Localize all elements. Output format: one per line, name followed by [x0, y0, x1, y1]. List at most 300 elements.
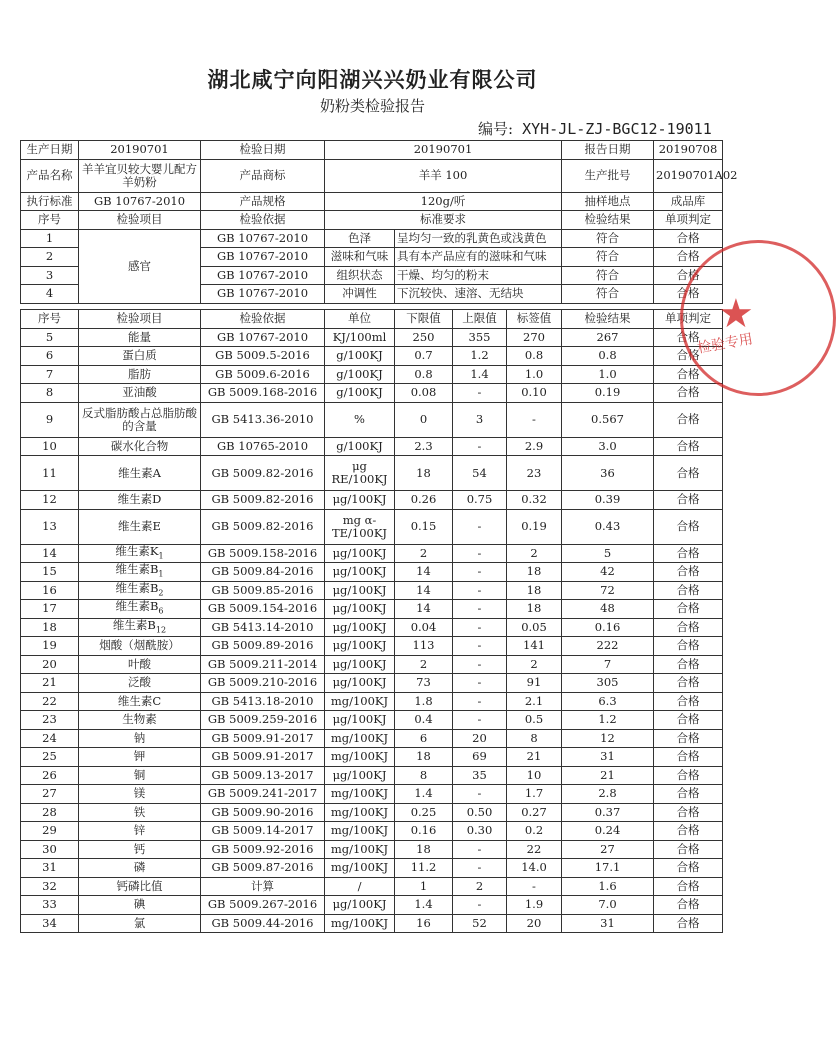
basis-cell: GB 5009.82-2016	[201, 456, 325, 491]
upper-cell: -	[453, 581, 507, 600]
nutrient-row	[21, 692, 723, 711]
seq-cell: 34	[21, 914, 79, 933]
unit-cell: μg/100KJ	[325, 600, 395, 619]
result-cell: 305	[562, 674, 654, 693]
item-cell	[79, 618, 201, 637]
lower-cell: 11.2	[395, 859, 453, 878]
item-cell	[79, 766, 201, 785]
item-name: 碘	[133, 897, 146, 912]
lower-cell: 1.8	[395, 692, 453, 711]
result-cell: 0.39	[562, 491, 654, 510]
item-cell	[79, 692, 201, 711]
item-name: 蛋白质	[122, 348, 157, 363]
basis-cell: GB 10767-2010	[201, 266, 325, 285]
basis-cell: GB 5009.259-2016	[201, 711, 325, 730]
result-cell: 5	[562, 544, 654, 563]
upper-cell: 2	[453, 877, 507, 896]
header-cell: 检验结果	[562, 310, 654, 329]
item-name: 维生素E	[118, 519, 161, 533]
upper-cell: 1.2	[453, 347, 507, 366]
attr-cell: 组织状态	[325, 266, 395, 285]
item-name: 镁	[133, 786, 146, 801]
item-cell	[79, 347, 201, 366]
result-cell: 3.0	[562, 437, 654, 456]
lower-cell: 0.26	[395, 491, 453, 510]
header-cell: 检验项目	[79, 310, 201, 329]
basis-cell: GB 10767-2010	[201, 285, 325, 304]
item-name: 磷	[133, 860, 146, 875]
requirement-cell: 具有本产品应有的滋味和气味	[395, 248, 562, 267]
item-name: 铜	[133, 767, 146, 782]
verdict-cell: 合格	[654, 544, 723, 563]
verdict-cell: 合格	[654, 896, 723, 915]
unit-cell: mg/100KJ	[325, 785, 395, 804]
item-cell	[79, 637, 201, 656]
item-cell	[79, 600, 201, 619]
item-name: 泛酸	[128, 675, 151, 690]
result-cell: 符合	[562, 248, 654, 267]
verdict-cell: 合格	[654, 563, 723, 582]
seq-cell: 29	[21, 822, 79, 841]
header-cell: 序号	[21, 211, 79, 230]
seq-cell: 3	[21, 266, 79, 285]
upper-cell: 20	[453, 729, 507, 748]
basis-cell: GB 5009.211-2014	[201, 655, 325, 674]
item-cell	[79, 896, 201, 915]
verdict-cell: 合格	[654, 600, 723, 619]
nutrient-table	[20, 309, 723, 933]
value: 120g/听	[325, 192, 562, 211]
result-cell: 1.2	[562, 711, 654, 730]
lower-cell: 16	[395, 914, 453, 933]
result-cell: 48	[562, 600, 654, 619]
result-cell: 6.3	[562, 692, 654, 711]
nutrient-row	[21, 766, 723, 785]
basis-cell: GB 5009.91-2017	[201, 748, 325, 767]
label-value-cell: 1.7	[507, 785, 562, 804]
header-cell: 标准要求	[325, 211, 562, 230]
value: 羊羊宜贝较大婴儿配方羊奶粉	[79, 159, 201, 192]
item-name: 叶酸	[128, 656, 151, 671]
item-cell	[79, 914, 201, 933]
basis-cell: GB 5009.44-2016	[201, 914, 325, 933]
item-name: 钙	[133, 841, 146, 856]
lower-cell: 14	[395, 581, 453, 600]
label-value-cell: 22	[507, 840, 562, 859]
label-value-cell: 0.19	[507, 509, 562, 544]
result-cell: 0.24	[562, 822, 654, 841]
item-name: 亚油酸	[122, 385, 157, 400]
lower-cell: 0.7	[395, 347, 453, 366]
label: 执行标准	[21, 192, 79, 211]
unit-cell: μg/100KJ	[325, 637, 395, 656]
unit-cell: mg/100KJ	[325, 859, 395, 878]
value: 20190708	[654, 141, 723, 160]
unit-cell: μg/100KJ	[325, 491, 395, 510]
result-cell: 7	[562, 655, 654, 674]
nutrient-row	[21, 748, 723, 767]
basis-cell: GB 5009.267-2016	[201, 896, 325, 915]
nutrient-row	[21, 729, 723, 748]
basis-cell: GB 5009.210-2016	[201, 674, 325, 693]
unit-cell: mg/100KJ	[325, 692, 395, 711]
lower-cell: 2.3	[395, 437, 453, 456]
basis-cell: GB 5009.84-2016	[201, 563, 325, 582]
result-cell: 72	[562, 581, 654, 600]
verdict-cell: 合格	[654, 674, 723, 693]
label-value-cell: 18	[507, 581, 562, 600]
item-subscript: 2	[158, 587, 164, 597]
item-name: 维生素B	[115, 599, 159, 614]
result-cell: 1.6	[562, 877, 654, 896]
label-value-cell: 2.9	[507, 437, 562, 456]
sensory-header-row	[21, 211, 723, 230]
upper-cell: 0.50	[453, 803, 507, 822]
header-cell: 单项判定	[654, 211, 723, 230]
seq-cell: 1	[21, 229, 79, 248]
nutrient-row	[21, 402, 723, 437]
basis-cell: GB 5413.18-2010	[201, 692, 325, 711]
result-cell: 27	[562, 840, 654, 859]
header-cell: 检验依据	[201, 310, 325, 329]
seq-cell: 14	[21, 544, 79, 563]
verdict-cell: 合格	[654, 618, 723, 637]
label: 生产批号	[562, 159, 654, 192]
result-cell: 222	[562, 637, 654, 656]
verdict-cell: 合格	[654, 711, 723, 730]
nutrient-row	[21, 822, 723, 841]
result-cell: 1.0	[562, 365, 654, 384]
item-cell	[79, 402, 201, 437]
lower-cell: 0.08	[395, 384, 453, 403]
item-cell	[79, 803, 201, 822]
unit-cell: mg/100KJ	[325, 729, 395, 748]
label: 生产日期	[21, 141, 79, 160]
verdict-cell: 合格	[654, 748, 723, 767]
basis-cell: GB 5009.87-2016	[201, 859, 325, 878]
result-cell: 符合	[562, 285, 654, 304]
verdict-cell: 合格	[654, 384, 723, 403]
seq-cell: 26	[21, 766, 79, 785]
seq-cell: 20	[21, 655, 79, 674]
verdict-cell: 合格	[654, 692, 723, 711]
item-subscript: 6	[158, 606, 164, 616]
nutrient-row	[21, 328, 723, 347]
basis-cell: GB 5009.90-2016	[201, 803, 325, 822]
seq-cell: 13	[21, 509, 79, 544]
upper-cell: 3	[453, 402, 507, 437]
verdict-cell: 合格	[654, 803, 723, 822]
seq-cell: 2	[21, 248, 79, 267]
lower-cell: 18	[395, 456, 453, 491]
label-value-cell: -	[507, 402, 562, 437]
upper-cell: -	[453, 618, 507, 637]
item-cell	[79, 877, 201, 896]
upper-cell: -	[453, 437, 507, 456]
nutrient-row	[21, 674, 723, 693]
result-cell: 符合	[562, 266, 654, 285]
info-row	[21, 141, 723, 160]
item-name: 维生素K	[115, 543, 159, 558]
basis-cell: 计算	[201, 877, 325, 896]
item-name: 锌	[133, 823, 146, 838]
attr-cell: 滋味和气味	[325, 248, 395, 267]
seq-cell: 25	[21, 748, 79, 767]
label-value-cell: 2	[507, 544, 562, 563]
label: 报告日期	[562, 141, 654, 160]
unit-cell: μg/100KJ	[325, 766, 395, 785]
result-cell: 0.8	[562, 347, 654, 366]
value: 20190701	[79, 141, 201, 160]
nutrient-row	[21, 711, 723, 730]
info-row	[21, 192, 723, 211]
item-cell	[79, 822, 201, 841]
unit-cell: μg/100KJ	[325, 711, 395, 730]
unit-cell: g/100KJ	[325, 365, 395, 384]
value: 20190701	[325, 141, 562, 160]
item-name: 维生素B	[115, 562, 159, 577]
upper-cell: -	[453, 384, 507, 403]
verdict-cell: 合格	[654, 248, 723, 267]
item-subscript: 1	[158, 569, 164, 579]
seq-cell: 24	[21, 729, 79, 748]
item-subscript: 1	[158, 550, 164, 560]
result-cell: 0.567	[562, 402, 654, 437]
item-name: 钙磷比值	[116, 878, 163, 893]
label: 检验日期	[201, 141, 325, 160]
requirement-cell: 干燥、均匀的粉末	[395, 266, 562, 285]
label-value-cell: 18	[507, 563, 562, 582]
basis-cell: GB 5009.5-2016	[201, 347, 325, 366]
verdict-cell: 合格	[654, 229, 723, 248]
result-cell: 42	[562, 563, 654, 582]
seq-cell: 31	[21, 859, 79, 878]
verdict-cell: 合格	[654, 491, 723, 510]
basis-cell: GB 5009.85-2016	[201, 581, 325, 600]
nutrient-row	[21, 637, 723, 656]
item-cell	[79, 544, 201, 563]
item-name: 氯	[133, 915, 146, 930]
upper-cell: -	[453, 544, 507, 563]
verdict-cell: 合格	[654, 785, 723, 804]
label-value-cell: 270	[507, 328, 562, 347]
lower-cell: 2	[395, 655, 453, 674]
basis-cell: GB 5009.168-2016	[201, 384, 325, 403]
item-name: 反式脂肪酸占总脂肪酸的含量	[82, 405, 197, 433]
item-cell	[79, 328, 201, 347]
verdict-cell: 合格	[654, 402, 723, 437]
upper-cell: -	[453, 692, 507, 711]
info-row	[21, 159, 723, 192]
unit-cell: μg/100KJ	[325, 544, 395, 563]
header-cell: 标签值	[507, 310, 562, 329]
lower-cell: 2	[395, 544, 453, 563]
basis-cell: GB 10767-2010	[201, 328, 325, 347]
nutrient-row	[21, 785, 723, 804]
label-value-cell: 21	[507, 748, 562, 767]
seq-cell: 12	[21, 491, 79, 510]
result-cell: 0.37	[562, 803, 654, 822]
unit-cell: μg/100KJ	[325, 581, 395, 600]
verdict-cell: 合格	[654, 637, 723, 656]
basis-cell: GB 10767-2010	[201, 248, 325, 267]
info-sensory-table	[20, 140, 738, 304]
star-icon: ★	[718, 291, 754, 337]
upper-cell: 35	[453, 766, 507, 785]
seq-cell: 6	[21, 347, 79, 366]
label: 产品商标	[201, 159, 325, 192]
nutrient-row	[21, 347, 723, 366]
verdict-cell: 合格	[654, 859, 723, 878]
requirement-cell: 呈均匀一致的乳黄色或浅黄色	[395, 229, 562, 248]
verdict-cell: 合格	[654, 840, 723, 859]
result-cell: 符合	[562, 229, 654, 248]
verdict-cell: 合格	[654, 729, 723, 748]
seq-cell: 8	[21, 384, 79, 403]
lower-cell: 6	[395, 729, 453, 748]
upper-cell: 355	[453, 328, 507, 347]
upper-cell: 69	[453, 748, 507, 767]
upper-cell: -	[453, 563, 507, 582]
item-cell	[79, 384, 201, 403]
label-value-cell: 10	[507, 766, 562, 785]
item-cell: 感官	[79, 229, 201, 303]
lower-cell: 1.4	[395, 785, 453, 804]
document-number: 编号: XYH-JL-ZJ-BGC12-19011	[478, 120, 712, 138]
unit-cell: KJ/100ml	[325, 328, 395, 347]
result-cell: 31	[562, 914, 654, 933]
seq-cell: 17	[21, 600, 79, 619]
label-value-cell: 8	[507, 729, 562, 748]
label-value-cell: 23	[507, 456, 562, 491]
basis-cell: GB 5009.6-2016	[201, 365, 325, 384]
item-name: 脂肪	[128, 366, 151, 381]
item-cell	[79, 365, 201, 384]
result-cell: 267	[562, 328, 654, 347]
nutrient-row	[21, 581, 723, 600]
lower-cell: 1	[395, 877, 453, 896]
attr-cell: 色泽	[325, 229, 395, 248]
result-cell: 2.8	[562, 785, 654, 804]
basis-cell: GB 5009.82-2016	[201, 491, 325, 510]
header-cell: 检验结果	[562, 211, 654, 230]
label-value-cell: 0.27	[507, 803, 562, 822]
header-cell: 检验项目	[79, 211, 201, 230]
verdict-cell: 合格	[654, 509, 723, 544]
basis-cell: GB 5009.241-2017	[201, 785, 325, 804]
unit-cell: μg/100KJ	[325, 655, 395, 674]
header-cell: 上限值	[453, 310, 507, 329]
item-cell	[79, 581, 201, 600]
lower-cell: 250	[395, 328, 453, 347]
nutrient-row	[21, 914, 723, 933]
nutrient-row	[21, 859, 723, 878]
label-value-cell: 0.8	[507, 347, 562, 366]
lower-cell: 113	[395, 637, 453, 656]
item-name: 钠	[133, 730, 146, 745]
lower-cell: 14	[395, 563, 453, 582]
label-value-cell: 2	[507, 655, 562, 674]
nutrient-row	[21, 563, 723, 582]
nutrient-row	[21, 384, 723, 403]
verdict-cell: 合格	[654, 877, 723, 896]
upper-cell: 1.4	[453, 365, 507, 384]
lower-cell: 0.4	[395, 711, 453, 730]
seq-cell: 23	[21, 711, 79, 730]
item-cell	[79, 491, 201, 510]
nutrient-row	[21, 840, 723, 859]
upper-cell: 0.30	[453, 822, 507, 841]
item-name: 维生素B	[115, 580, 159, 595]
item-name: 碳水化合物	[110, 438, 169, 453]
unit-cell: mg/100KJ	[325, 822, 395, 841]
result-cell: 0.43	[562, 509, 654, 544]
basis-cell: GB 5009.82-2016	[201, 509, 325, 544]
item-name: 维生素D	[117, 492, 162, 507]
lower-cell: 0.04	[395, 618, 453, 637]
lower-cell: 0	[395, 402, 453, 437]
unit-cell: μg/100KJ	[325, 896, 395, 915]
lower-cell: 1.4	[395, 896, 453, 915]
lower-cell: 14	[395, 600, 453, 619]
result-cell: 36	[562, 456, 654, 491]
label-value-cell: 91	[507, 674, 562, 693]
sensory-rows	[21, 229, 723, 303]
label-value-cell: 141	[507, 637, 562, 656]
unit-cell: %	[325, 402, 395, 437]
seq-cell: 22	[21, 692, 79, 711]
seal-text: 检验专用	[696, 331, 755, 357]
verdict-cell: 合格	[654, 266, 723, 285]
item-name: 铁	[133, 804, 146, 819]
upper-cell: -	[453, 509, 507, 544]
label-value-cell: 14.0	[507, 859, 562, 878]
verdict-cell: 合格	[654, 285, 723, 304]
unit-cell: g/100KJ	[325, 437, 395, 456]
item-cell	[79, 563, 201, 582]
seq-cell: 7	[21, 365, 79, 384]
unit-cell: mg/100KJ	[325, 914, 395, 933]
seq-cell: 21	[21, 674, 79, 693]
item-name: 维生素A	[118, 465, 161, 480]
upper-cell: -	[453, 655, 507, 674]
nutrient-header-row	[21, 310, 723, 329]
nutrient-row	[21, 491, 723, 510]
basis-cell: GB 5009.92-2016	[201, 840, 325, 859]
lower-cell: 18	[395, 748, 453, 767]
nutrient-row	[21, 618, 723, 637]
unit-cell: mg/100KJ	[325, 748, 395, 767]
nutrient-row	[21, 437, 723, 456]
label: 产品名称	[21, 159, 79, 192]
verdict-cell: 合格	[654, 822, 723, 841]
nutrient-row	[21, 655, 723, 674]
lower-cell: 18	[395, 840, 453, 859]
nutrient-row	[21, 509, 723, 544]
result-cell: 0.16	[562, 618, 654, 637]
upper-cell: 0.75	[453, 491, 507, 510]
verdict-cell: 合格	[654, 581, 723, 600]
seq-cell: 33	[21, 896, 79, 915]
attr-cell: 冲调性	[325, 285, 395, 304]
item-name: 维生素C	[117, 693, 162, 708]
verdict-cell: 合格	[654, 655, 723, 674]
seq-cell: 19	[21, 637, 79, 656]
verdict-cell: 合格	[654, 914, 723, 933]
header-cell: 序号	[21, 310, 79, 329]
label-value-cell: 0.32	[507, 491, 562, 510]
sensory-row	[21, 229, 723, 248]
